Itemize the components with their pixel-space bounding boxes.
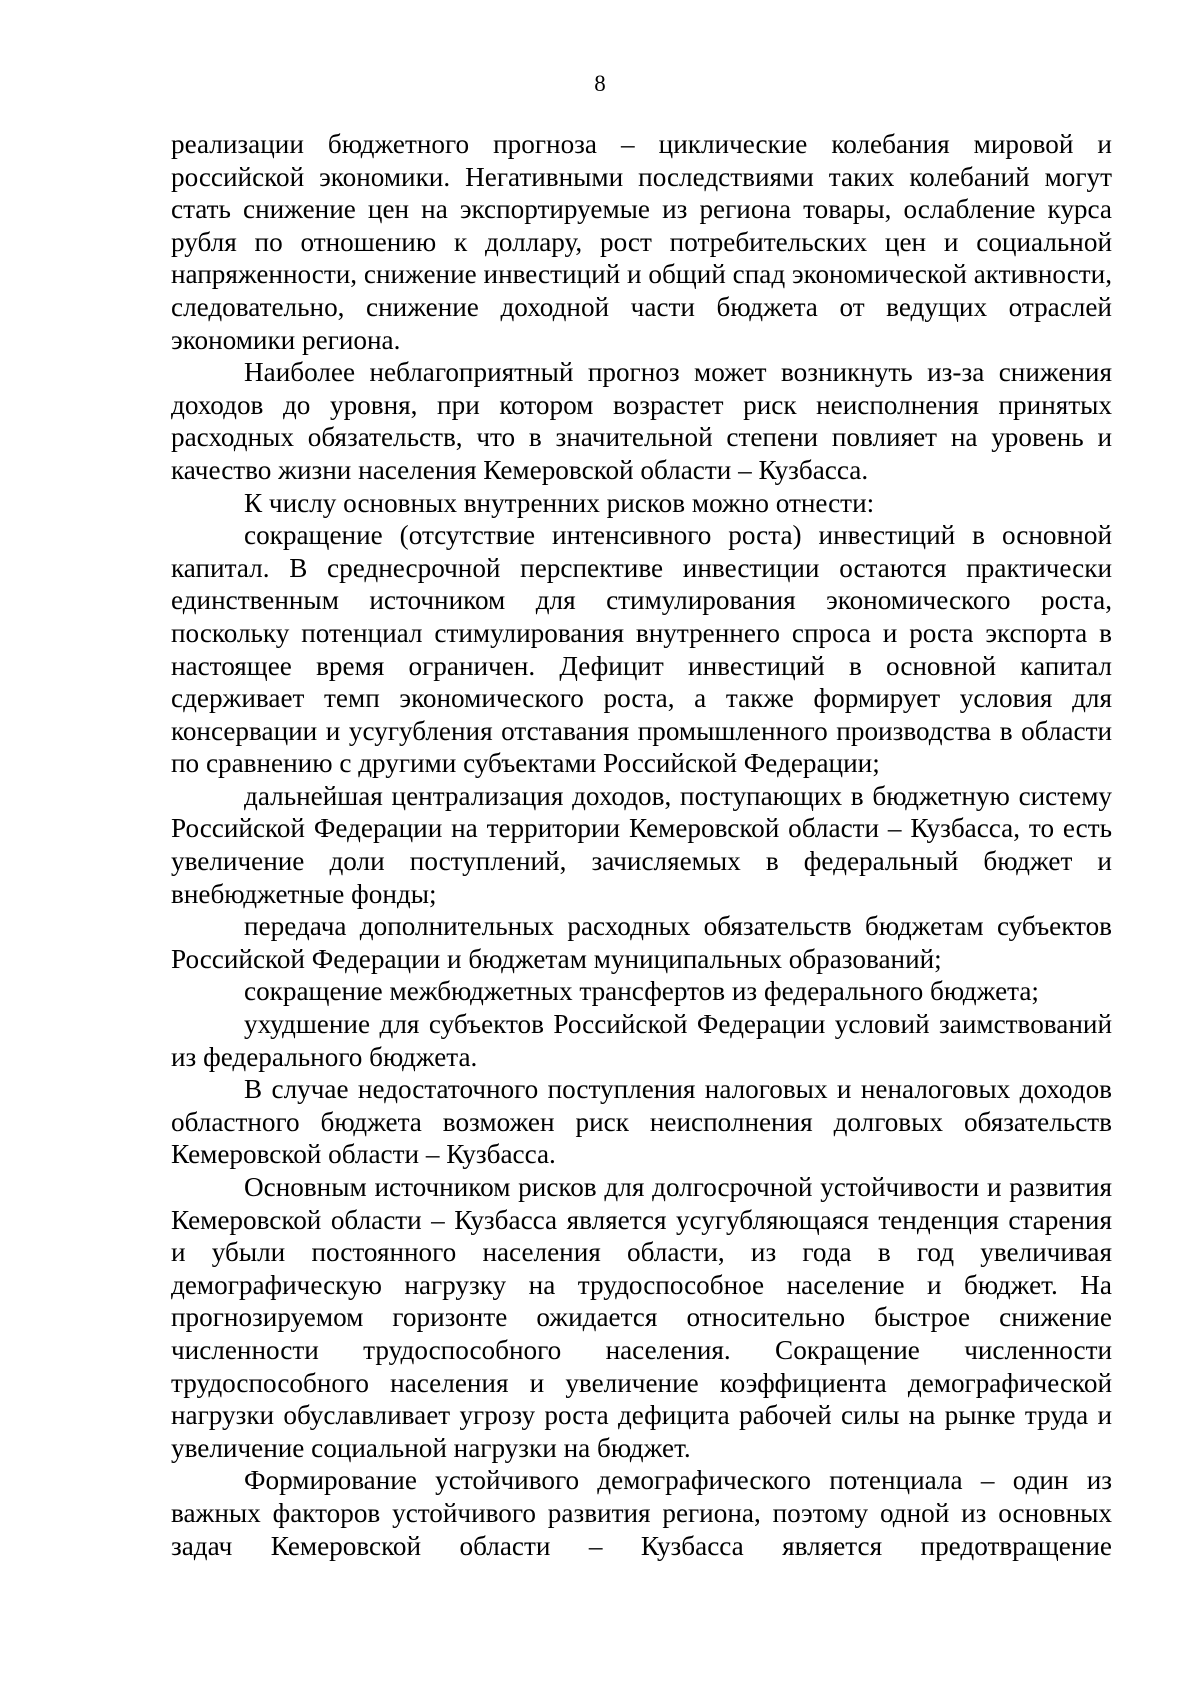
paragraph: Наиболее неблагоприятный прогноз может возникнуть из-за снижения доходов до уровня, при котором возрастет риск неисполнения принятых расходных обязательств, что в значительной степени повлияет на уровень и качество жизни населения Кемеровской области – Кузбасса. [171, 357, 1112, 485]
paragraph-continuation: реализации бюджетного прогноза – циклические колебания мировой и российской экономики. Негативными последствиями таких колебаний могут стать снижение цен на экспортируемые из региона товары, ослабление курса рубля по отношению к доллару, рост потребительских цен и социальной напряженности, снижение инвестиций и общий спад экономической активности, следовательно, снижение доходной части бюджета от ведущих отраслей экономики региона. [171, 129, 1112, 355]
list-item-risk: сокращение межбюджетных трансфертов из федерального бюджета; [244, 976, 1039, 1007]
list-item-risk: передача дополнительных расходных обязательств бюджетам субъектов Российской Федерации и бюджетам муниципальных образований; [171, 911, 1112, 974]
list-item-risk: ухудшение для субъектов Российской Федерации условий заимствований из федерального бюджета. [171, 1009, 1112, 1072]
list-item-risk: сокращение (отсутствие интенсивного роста) инвестиций в основной капитал. В среднесрочной перспективе инвестиции остаются практически единственным источником для стимулирования экономического роста, поскольку потенциал стимулирования внутреннего спроса и роста экспорта в настоящее время ограничен. Дефицит инвестиций в основной капитал сдерживает темп экономического роста, а также формирует условия для консервации и усугубления отставания промышленного производства в области по сравнению с другими субъектами Российской Федерации; [171, 520, 1112, 779]
paragraph-continues: Формирование устойчивого демографического потенциала – один из важных факторов устойчивого развития региона, поэтому одной из основных задач Кемеровской области – Кузбасса является предотвращение [171, 1465, 1112, 1561]
paragraph: К числу основных внутренних рисков можно отнести: [244, 487, 875, 518]
paragraph: В случае недостаточного поступления налоговых и неналоговых доходов областного бюджета возможен риск неисполнения долговых обязательств Кемеровской области – Кузбасса. [171, 1074, 1112, 1170]
document-body [171, 128, 1112, 1562]
page-number: 8 [594, 71, 606, 96]
list-item-risk: дальнейшая централизация доходов, поступающих в бюджетную систему Российской Федерации на территории Кемеровской области – Кузбасса, то есть увеличение доли поступлений, зачисляемых в федеральный бюджет и внебюджетные фонды; [171, 780, 1112, 909]
paragraph: Основным источником рисков для долгосрочной устойчивости и развития Кемеровской области – Кузбасса является усугубляющаяся тенденция старения и убыли постоянного населения области, из года в год увеличивая демографическую нагрузку на трудоспособное население и бюджет. На прогнозируемом горизонте ожидается относительно быстрое снижение численности трудоспособного населения. Сокращение численности трудоспособного населения и увеличение коэффициента демографической нагрузки обуславливает угрозу роста дефицита рабочей силы на рынке труда и увеличение социальной нагрузки на бюджет. [171, 1172, 1112, 1463]
